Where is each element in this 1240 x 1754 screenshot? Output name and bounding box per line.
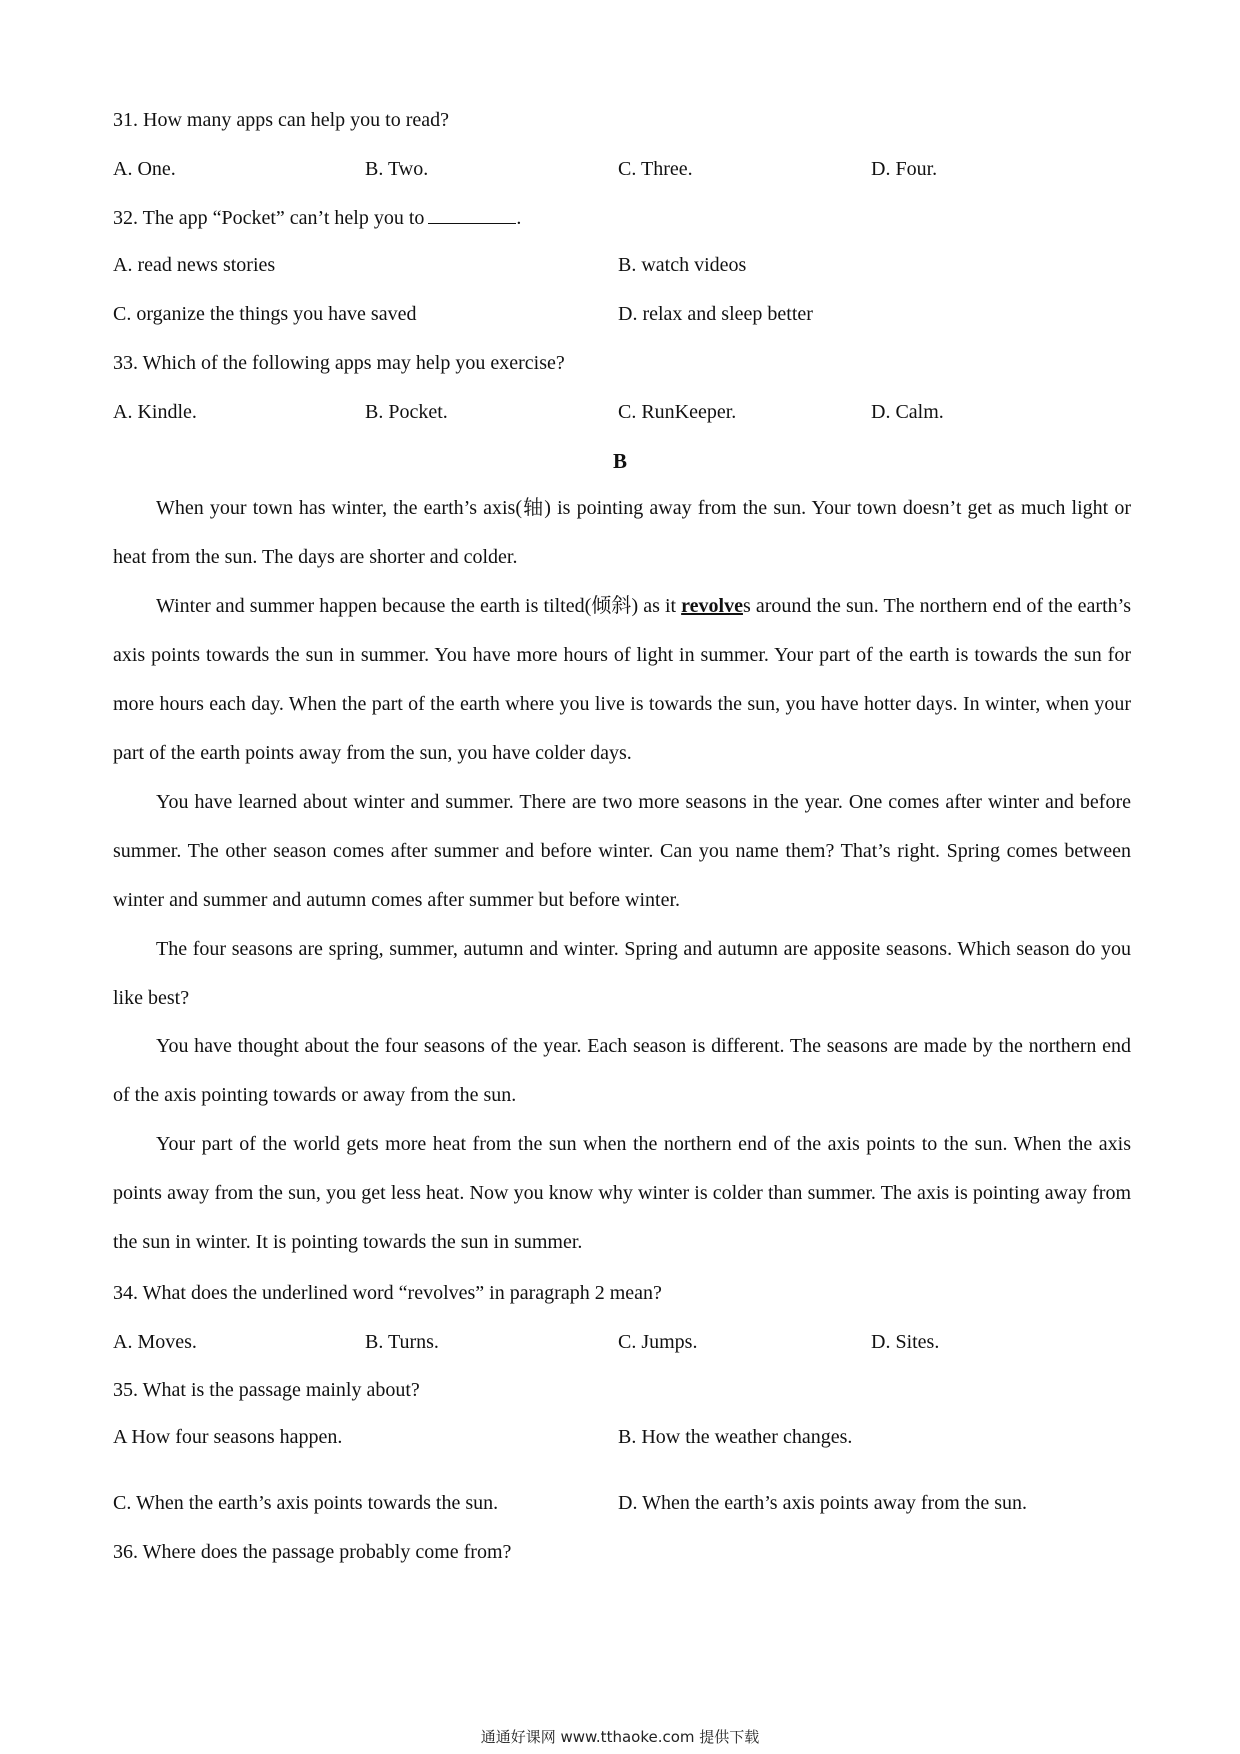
q32-option-b: B. watch videos [618,254,747,276]
passage-paragraph-1: When your town has winter, the earth’s axis(轴) is pointing away from the sun. Your town doesn’t get as much light or heat from the sun. The days are shorter and colder. [113,497,1131,568]
passage-paragraph-6: Your part of the world gets more heat from the sun when the northern end of the axis points to the sun. When the axis points away from the sun, you get less heat. Now you know why winter is colder than summer. The axis is pointing away from the sun in winter. It is pointing towards the sun in summer. [113,1133,1131,1253]
q35-option-d: D. When the earth’s axis points away from the sun. [618,1492,1027,1514]
q33-option-b: B. Pocket. [365,401,448,423]
answer-blank [428,205,516,224]
question-32-text: 32. The app “Pocket” can’t help you to [113,207,425,229]
q33-option-c: C. RunKeeper. [618,401,737,423]
section-heading-b: B [612,449,627,473]
paragraph-2-before: Winter and summer happen because the earth is tilted(倾斜) as it [156,595,682,617]
q34-option-c: C. Jumps. [618,1331,698,1353]
q31-option-d: D. Four. [871,158,938,180]
question-36-stem: 36. Where does the passage probably come from? [113,1541,512,1563]
question-31-stem: 31. How many apps can help you to read? [113,109,450,131]
question-32-end: . [516,207,522,229]
q35-option-c: C. When the earth’s axis points towards the sun. [113,1492,499,1514]
underlined-word-revolve: revolve [681,595,743,617]
question-33-stem: 33. Which of the following apps may help you exercise? [113,352,565,374]
q35-option-a: A How four seasons happen. [113,1426,343,1448]
question-34-stem: 34. What does the underlined word “revolves” in paragraph 2 mean? [113,1282,662,1304]
q32-option-c: C. organize the things you have saved [113,303,417,325]
q31-option-a: A. One. [113,158,176,180]
passage-paragraph-4: The four seasons are spring, summer, autumn and winter. Spring and autumn are apposite seasons. Which season do you like best? [113,938,1131,1009]
q34-option-b: B. Turns. [365,1331,439,1353]
q34-option-a: A. Moves. [113,1331,197,1353]
q33-option-a: A. Kindle. [113,401,197,423]
question-32-stem [113,205,521,230]
q32-option-d: D. relax and sleep better [618,303,813,325]
q35-option-b: B. How the weather changes. [618,1426,853,1448]
q31-option-c: C. Three. [618,158,693,180]
paragraph-2-after: s around the sun. The northern end of the earth’s axis points towards the sun in summer. You have more hours of light in summer. Your part of the earth is towards the sun for more hours each day. When the part of the earth where you live is towards the sun, you have hotter days. In winter, when your part of the earth points away from the sun, you have colder days. [113,595,1131,764]
q33-option-d: D. Calm. [871,401,944,423]
passage-paragraph-3: You have learned about winter and summer. There are two more seasons in the year. One comes after winter and before summer. The other season comes after summer and before winter. Can you name them? That’s right. Spring comes between winter and summer and autumn comes after summer but before winter. [113,791,1131,911]
q34-option-d: D. Sites. [871,1331,940,1353]
download-footer: 通通好课网 www.tthaoke.com 提供下载 [480,1728,760,1746]
q31-option-b: B. Two. [365,158,429,180]
passage-paragraph-2 [113,582,1131,778]
question-35-stem: 35. What is the passage mainly about? [113,1379,420,1401]
passage-paragraph-5: You have thought about the four seasons of the year. Each season is different. The seasons are made by the northern end of the axis pointing towards or away from the sun. [113,1035,1131,1106]
q32-option-a: A. read news stories [113,254,276,276]
